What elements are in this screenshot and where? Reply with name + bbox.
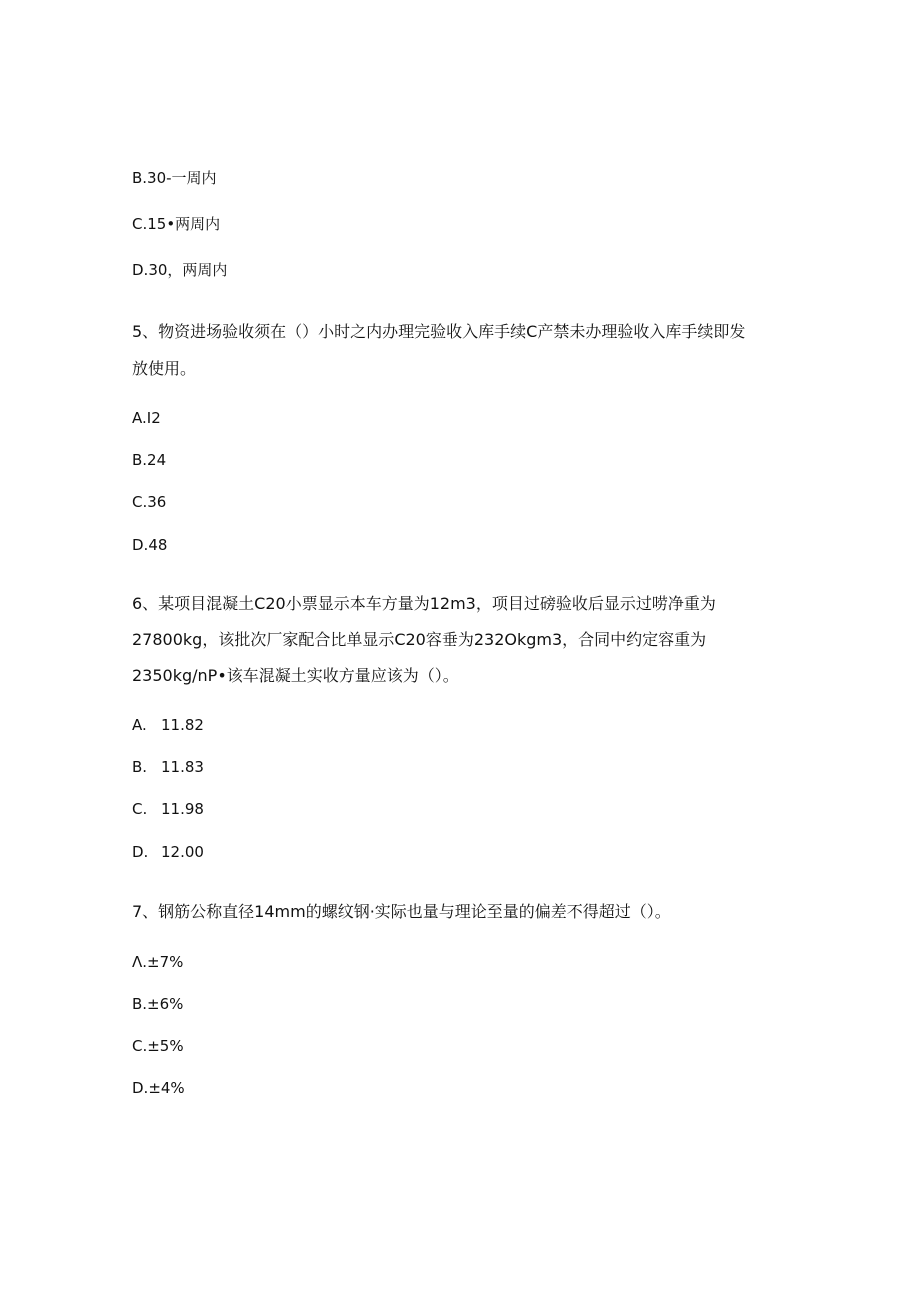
option-key: A.	[132, 716, 147, 734]
option-key: B.	[132, 758, 148, 776]
q6-option-a	[132, 715, 204, 735]
q7-option-a: Λ.±7%	[132, 953, 184, 971]
question-6-line-2: 27800kg，该批次厂家配合比单显示C20容垂为232Okgm3，合同中约定容重为	[132, 630, 707, 649]
option-d-prev: D.30，两周内	[132, 261, 228, 279]
option-key: C.	[132, 800, 148, 818]
q6-option-c	[132, 799, 204, 819]
question-5-line-2: 放使用。	[132, 359, 197, 378]
q5-option-c: C.36	[132, 493, 167, 511]
q6-option-b	[132, 757, 204, 777]
question-6-line-1: 6、某项目混凝土C20小票显示本车方量为12m3，项目过磅验收后显示过唠净重为	[132, 594, 716, 613]
option-value: 12.00	[161, 843, 204, 861]
q5-option-a: A.I2	[132, 409, 161, 427]
q7-option-d: D.±4%	[132, 1079, 185, 1097]
q7-option-b: B.±6%	[132, 995, 184, 1013]
option-b-prev: B.30-一周内	[132, 169, 217, 187]
option-value: 11.83	[161, 758, 204, 776]
question-5-line-1: 5、物资进场验收须在（）小时之内办理完验收入库手续C产禁未办理验收入库手续即发	[132, 322, 746, 341]
option-value: 11.82	[161, 716, 204, 734]
q7-option-c: C.±5%	[132, 1037, 184, 1055]
option-c-prev: C.15•两周内	[132, 215, 221, 233]
q5-option-d: D.48	[132, 536, 168, 554]
q6-option-d	[132, 842, 204, 862]
question-7-line-1: 7、钢筋公称直径14mm的螺纹钢·实际也量与理论至量的偏差不得超过（）。	[132, 902, 671, 921]
q5-option-b: B.24	[132, 451, 167, 469]
question-6-line-3: 2350kg/nP•该车混凝土实收方量应该为（）。	[132, 666, 459, 685]
option-value: 11.98	[161, 800, 204, 818]
option-key: D.	[132, 843, 149, 861]
